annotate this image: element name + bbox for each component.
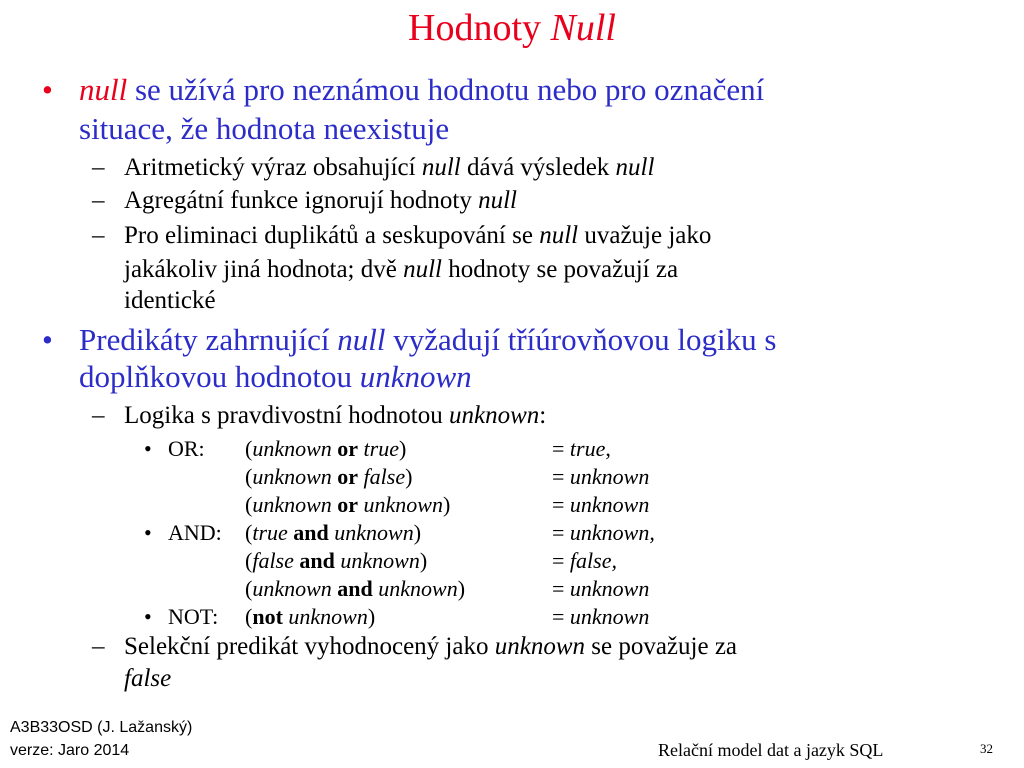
bullet-1-marker: •	[42, 72, 53, 107]
footer-version: verze: Jaro 2014	[10, 742, 130, 759]
sub-dash-4: –	[92, 402, 105, 429]
or-row-1-result: = true,	[552, 436, 611, 461]
footer-course: A3B33OSD (J. Lažanský)	[10, 719, 193, 736]
footer-topic: Relační model dat a jazyk SQL	[658, 740, 884, 760]
or-row-2-result: = unknown	[552, 464, 650, 489]
not-row-expr: (not unknown)	[245, 604, 376, 629]
sub-item-2: Agregátní funkce ignorují hodnoty null	[124, 187, 517, 214]
sub-dash-1: –	[92, 154, 105, 181]
logic-bullet-and: •	[144, 520, 152, 545]
or-row-1-expr: (unknown or true)	[245, 436, 407, 461]
sub-item-1: Aritmetický výraz obsahující null dává výsledek null	[124, 154, 655, 181]
bullet-2-line-1: Predikáty zahrnující null vyžadují tříúrovňovou logiku s	[79, 322, 777, 357]
logic-bullet-or: •	[144, 436, 152, 461]
and-row-3-result: = unknown	[552, 576, 650, 601]
or-label: OR:	[168, 436, 205, 461]
and-row-1-expr: (true and unknown)	[245, 520, 422, 545]
slide-title: Hodnoty Null	[408, 7, 616, 49]
sub-item-3-line-3: identické	[124, 287, 216, 314]
sub-item-3-line-1: Pro eliminaci duplikátů a seskupování se null uvažuje jako	[124, 222, 712, 249]
logic-bullet-not: •	[144, 604, 152, 629]
or-row-3-expr: (unknown or unknown)	[245, 492, 451, 517]
page-number: 32	[980, 741, 993, 756]
sub-item-selection-line-1: Selekční predikát vyhodnocený jako unknown se považuje za	[124, 633, 738, 660]
bullet-2-line-2: doplňkovou hodnotou unknown	[79, 359, 472, 394]
and-label: AND:	[168, 520, 222, 545]
not-row-result: = unknown	[552, 604, 650, 629]
sub-item-logic: Logika s pravdivostní hodnotou unknown:	[124, 402, 547, 429]
bullet-1-line-1: null se užívá pro neznámou hodnotu nebo pro označení	[79, 72, 765, 107]
bullet-2-marker: •	[42, 322, 53, 357]
and-row-1-result: = unknown,	[552, 520, 655, 545]
sub-dash-5: –	[92, 633, 105, 660]
and-row-2-result: = false,	[552, 548, 617, 573]
or-row-2-expr: (unknown or false)	[245, 464, 413, 489]
sub-dash-2: –	[92, 187, 105, 214]
not-label: NOT:	[168, 604, 219, 629]
sub-item-selection-line-2: false	[124, 665, 172, 692]
and-row-2-expr: (false and unknown)	[245, 548, 428, 573]
or-row-3-result: = unknown	[552, 492, 650, 517]
sub-item-3-line-2: jakákoliv jiná hodnota; dvě null hodnoty se považují za	[124, 256, 679, 283]
and-row-3-expr: (unknown and unknown)	[245, 576, 466, 601]
bullet-1-line-2: situace, že hodnota neexistuje	[79, 111, 450, 146]
sub-dash-3: –	[92, 222, 105, 249]
